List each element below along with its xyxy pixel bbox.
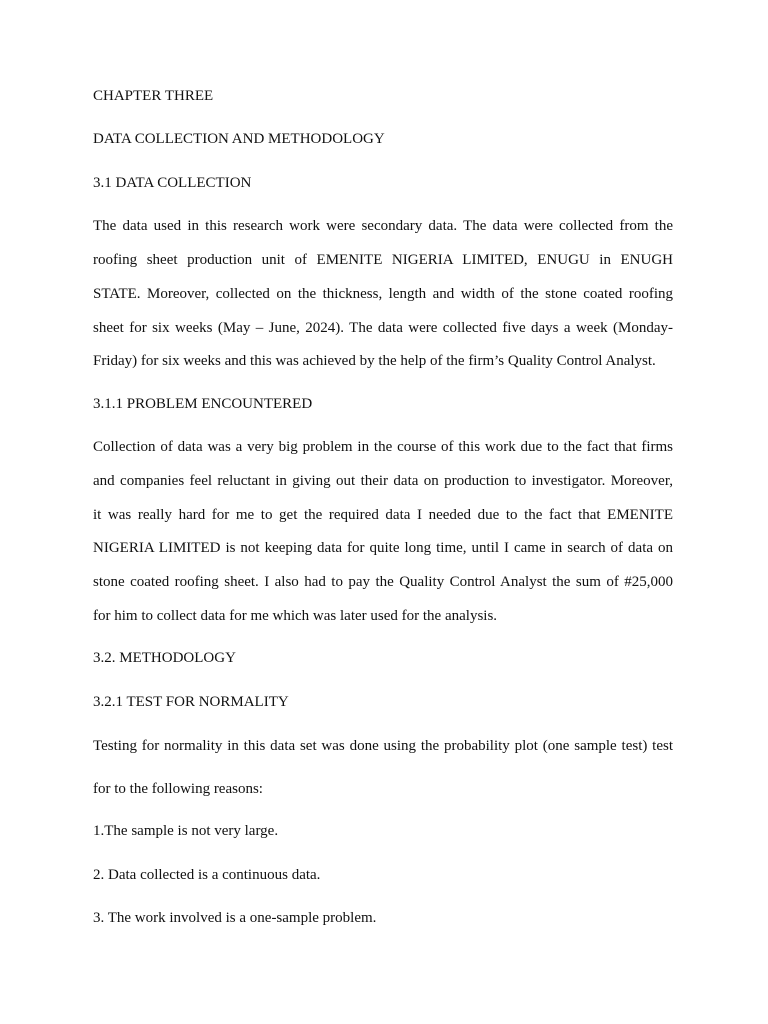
paragraph-line: for to the following reasons: bbox=[93, 781, 263, 797]
section-heading-data-collection: 3.1 DATA COLLECTION bbox=[93, 175, 252, 191]
paragraph-line: NIGERIA LIMITED is not keeping data for quite long time, until I came in search of data on bbox=[93, 540, 673, 556]
list-item: 2. Data collected is a continuous data. bbox=[93, 867, 321, 883]
chapter-title: CHAPTER THREE bbox=[93, 88, 214, 104]
paragraph-line: Collection of data was a very big problem in the course of this work due to the fact that firms bbox=[93, 439, 673, 455]
paragraph-line: sheet for six weeks (May – June, 2024). The data were collected five days a week (Monday- bbox=[93, 320, 673, 336]
section-heading-methodology: 3.2. METHODOLOGY bbox=[93, 650, 236, 666]
paragraph-line: STATE. Moreover, collected on the thickness, length and width of the stone coated roofing bbox=[93, 286, 673, 302]
paragraph-line: and companies feel reluctant in giving out their data on production to investigator. Moreover, bbox=[93, 473, 673, 489]
paragraph-line: roofing sheet production unit of EMENITE NIGERIA LIMITED, ENUGU in ENUGH bbox=[93, 252, 673, 268]
chapter-subtitle: DATA COLLECTION AND METHODOLOGY bbox=[93, 131, 385, 147]
section-heading-test-for-normality: 3.2.1 TEST FOR NORMALITY bbox=[93, 694, 289, 710]
section-heading-problem-encountered: 3.1.1 PROBLEM ENCOUNTERED bbox=[93, 396, 313, 412]
paragraph-line: Friday) for six weeks and this was achieved by the help of the firm’s Quality Control Analyst. bbox=[93, 353, 656, 369]
paragraph-line: stone coated roofing sheet. I also had to pay the Quality Control Analyst the sum of #25,000 bbox=[93, 574, 673, 590]
paragraph-line: Testing for normality in this data set was done using the probability plot (one sample test) test bbox=[93, 738, 673, 754]
paragraph-line: The data used in this research work were secondary data. The data were collected from the bbox=[93, 218, 673, 234]
list-item: 3. The work involved is a one-sample problem. bbox=[93, 910, 377, 926]
paragraph-line: for him to collect data for me which was later used for the analysis. bbox=[93, 608, 498, 624]
list-item: 1.The sample is not very large. bbox=[93, 823, 279, 839]
paragraph-line: it was really hard for me to get the required data I needed due to the fact that EMENITE bbox=[93, 507, 673, 523]
